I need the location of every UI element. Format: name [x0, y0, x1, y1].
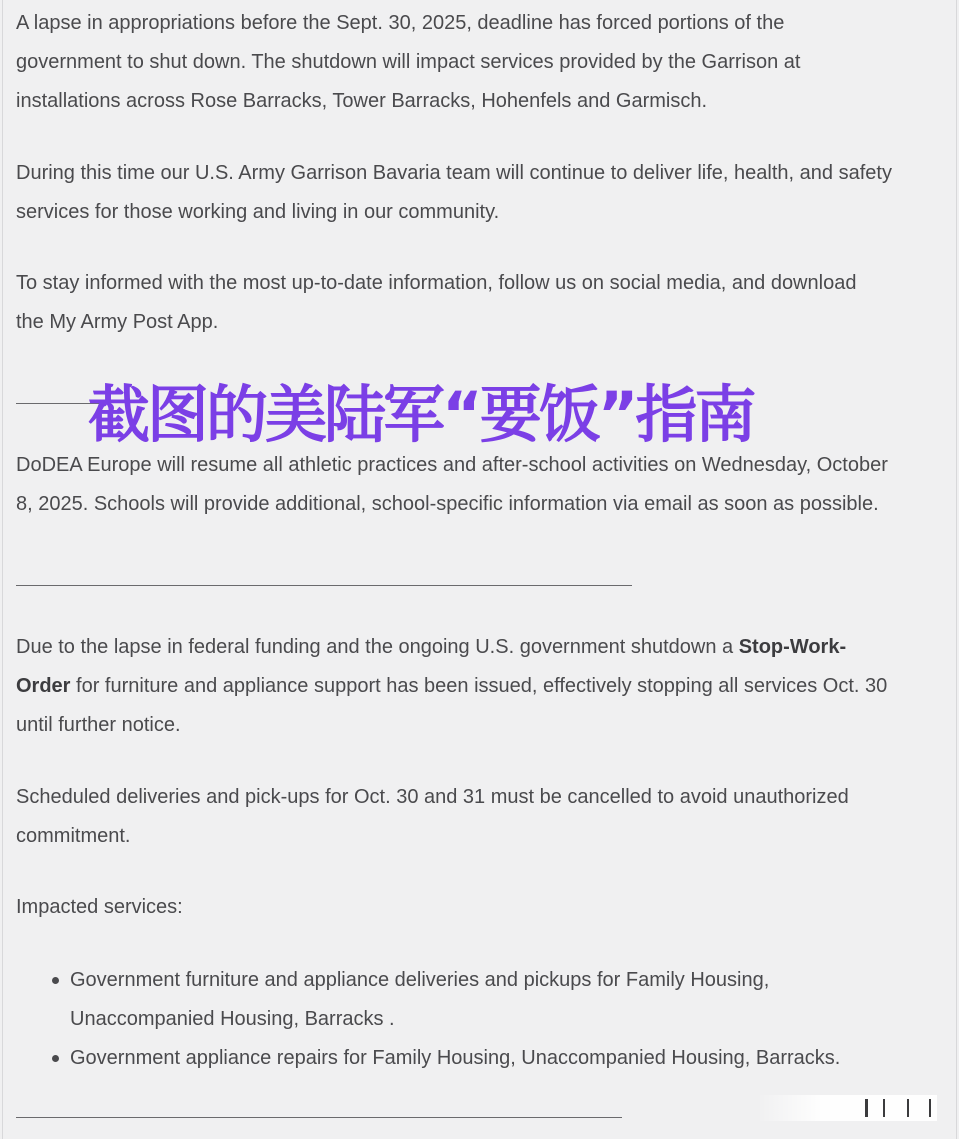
list-item-line: Unaccompanied Housing, Barracks .	[70, 1008, 395, 1030]
text-span: Due to the lapse in federal funding and the ongoing U.S. government shutdown a	[16, 636, 739, 658]
stop-work-order-bold: Stop-Work-	[738, 636, 847, 658]
paragraph-dodea-update	[16, 446, 888, 524]
list-item	[16, 961, 840, 1039]
stop-work-order-bold: Order	[16, 675, 71, 697]
paragraph-stay-informed	[16, 264, 856, 342]
watermark-mark-icon	[865, 1099, 868, 1117]
divider-line	[16, 1117, 622, 1118]
bullet-icon	[52, 1055, 59, 1062]
paragraph-line: During this time our U.S. Army Garrison Bavaria team will continue to deliver life, health, and safety	[16, 162, 892, 184]
paragraph-line: government to shut down. The shutdown will impact services provided by the Garrison at	[16, 51, 801, 73]
impacted-services-list	[16, 961, 840, 1078]
bullet-icon	[52, 977, 59, 984]
divider-line	[16, 585, 632, 586]
watermark-logo	[757, 1095, 937, 1121]
watermark-mark-icon	[929, 1099, 931, 1117]
watermark-mark-icon	[907, 1099, 909, 1117]
paragraph-line: until further notice.	[16, 714, 181, 736]
paragraph-line: Scheduled deliveries and pick-ups for Oct. 30 and 31 must be cancelled to avoid unauthorized	[16, 786, 849, 808]
impacted-services-heading: Impacted services:	[16, 896, 183, 918]
paragraph-impacted-heading	[16, 888, 183, 927]
paragraph-line: commitment.	[16, 825, 131, 847]
paragraph-line: DoDEA Europe will resume all athletic practices and after-school activities on Wednesday, October	[16, 454, 888, 476]
paragraph-line: the My Army Post App.	[16, 311, 219, 333]
watermark-mark-icon	[883, 1099, 885, 1117]
paragraph-line: 8, 2025. Schools will provide additional, school-specific information via email as soon as possible.	[16, 493, 879, 515]
left-edge	[2, 0, 3, 1139]
paragraph-line: services for those working and living in our community.	[16, 201, 500, 223]
list-item-line: Government furniture and appliance deliveries and pickups for Family Housing,	[70, 969, 770, 991]
paragraph-line	[16, 628, 887, 667]
paragraph-line: A lapse in appropriations before the Sept. 30, 2025, deadline has forced portions of the	[16, 12, 785, 34]
paragraph-line	[16, 667, 887, 706]
list-item-line: Government appliance repairs for Family Housing, Unaccompanied Housing, Barracks.	[70, 1047, 841, 1069]
paragraph-stop-work-order	[16, 628, 887, 745]
paragraph-scheduled-deliveries	[16, 778, 849, 856]
paragraph-shutdown-notice	[16, 4, 800, 121]
paragraph-line: To stay informed with the most up-to-date information, follow us on social media, and download	[16, 272, 857, 294]
text-span: for furniture and appliance support has been issued, effectively stopping all services Oct. 30	[70, 675, 888, 697]
overlay-caption: 截图的美陆军“要饭”指南	[88, 378, 754, 451]
bullet-list	[16, 961, 840, 1078]
list-item	[16, 1039, 840, 1078]
paragraph-services-continue	[16, 154, 892, 232]
paragraph-line: installations across Rose Barracks, Tower Barracks, Hohenfels and Garmisch.	[16, 90, 708, 112]
right-edge	[956, 0, 957, 1139]
